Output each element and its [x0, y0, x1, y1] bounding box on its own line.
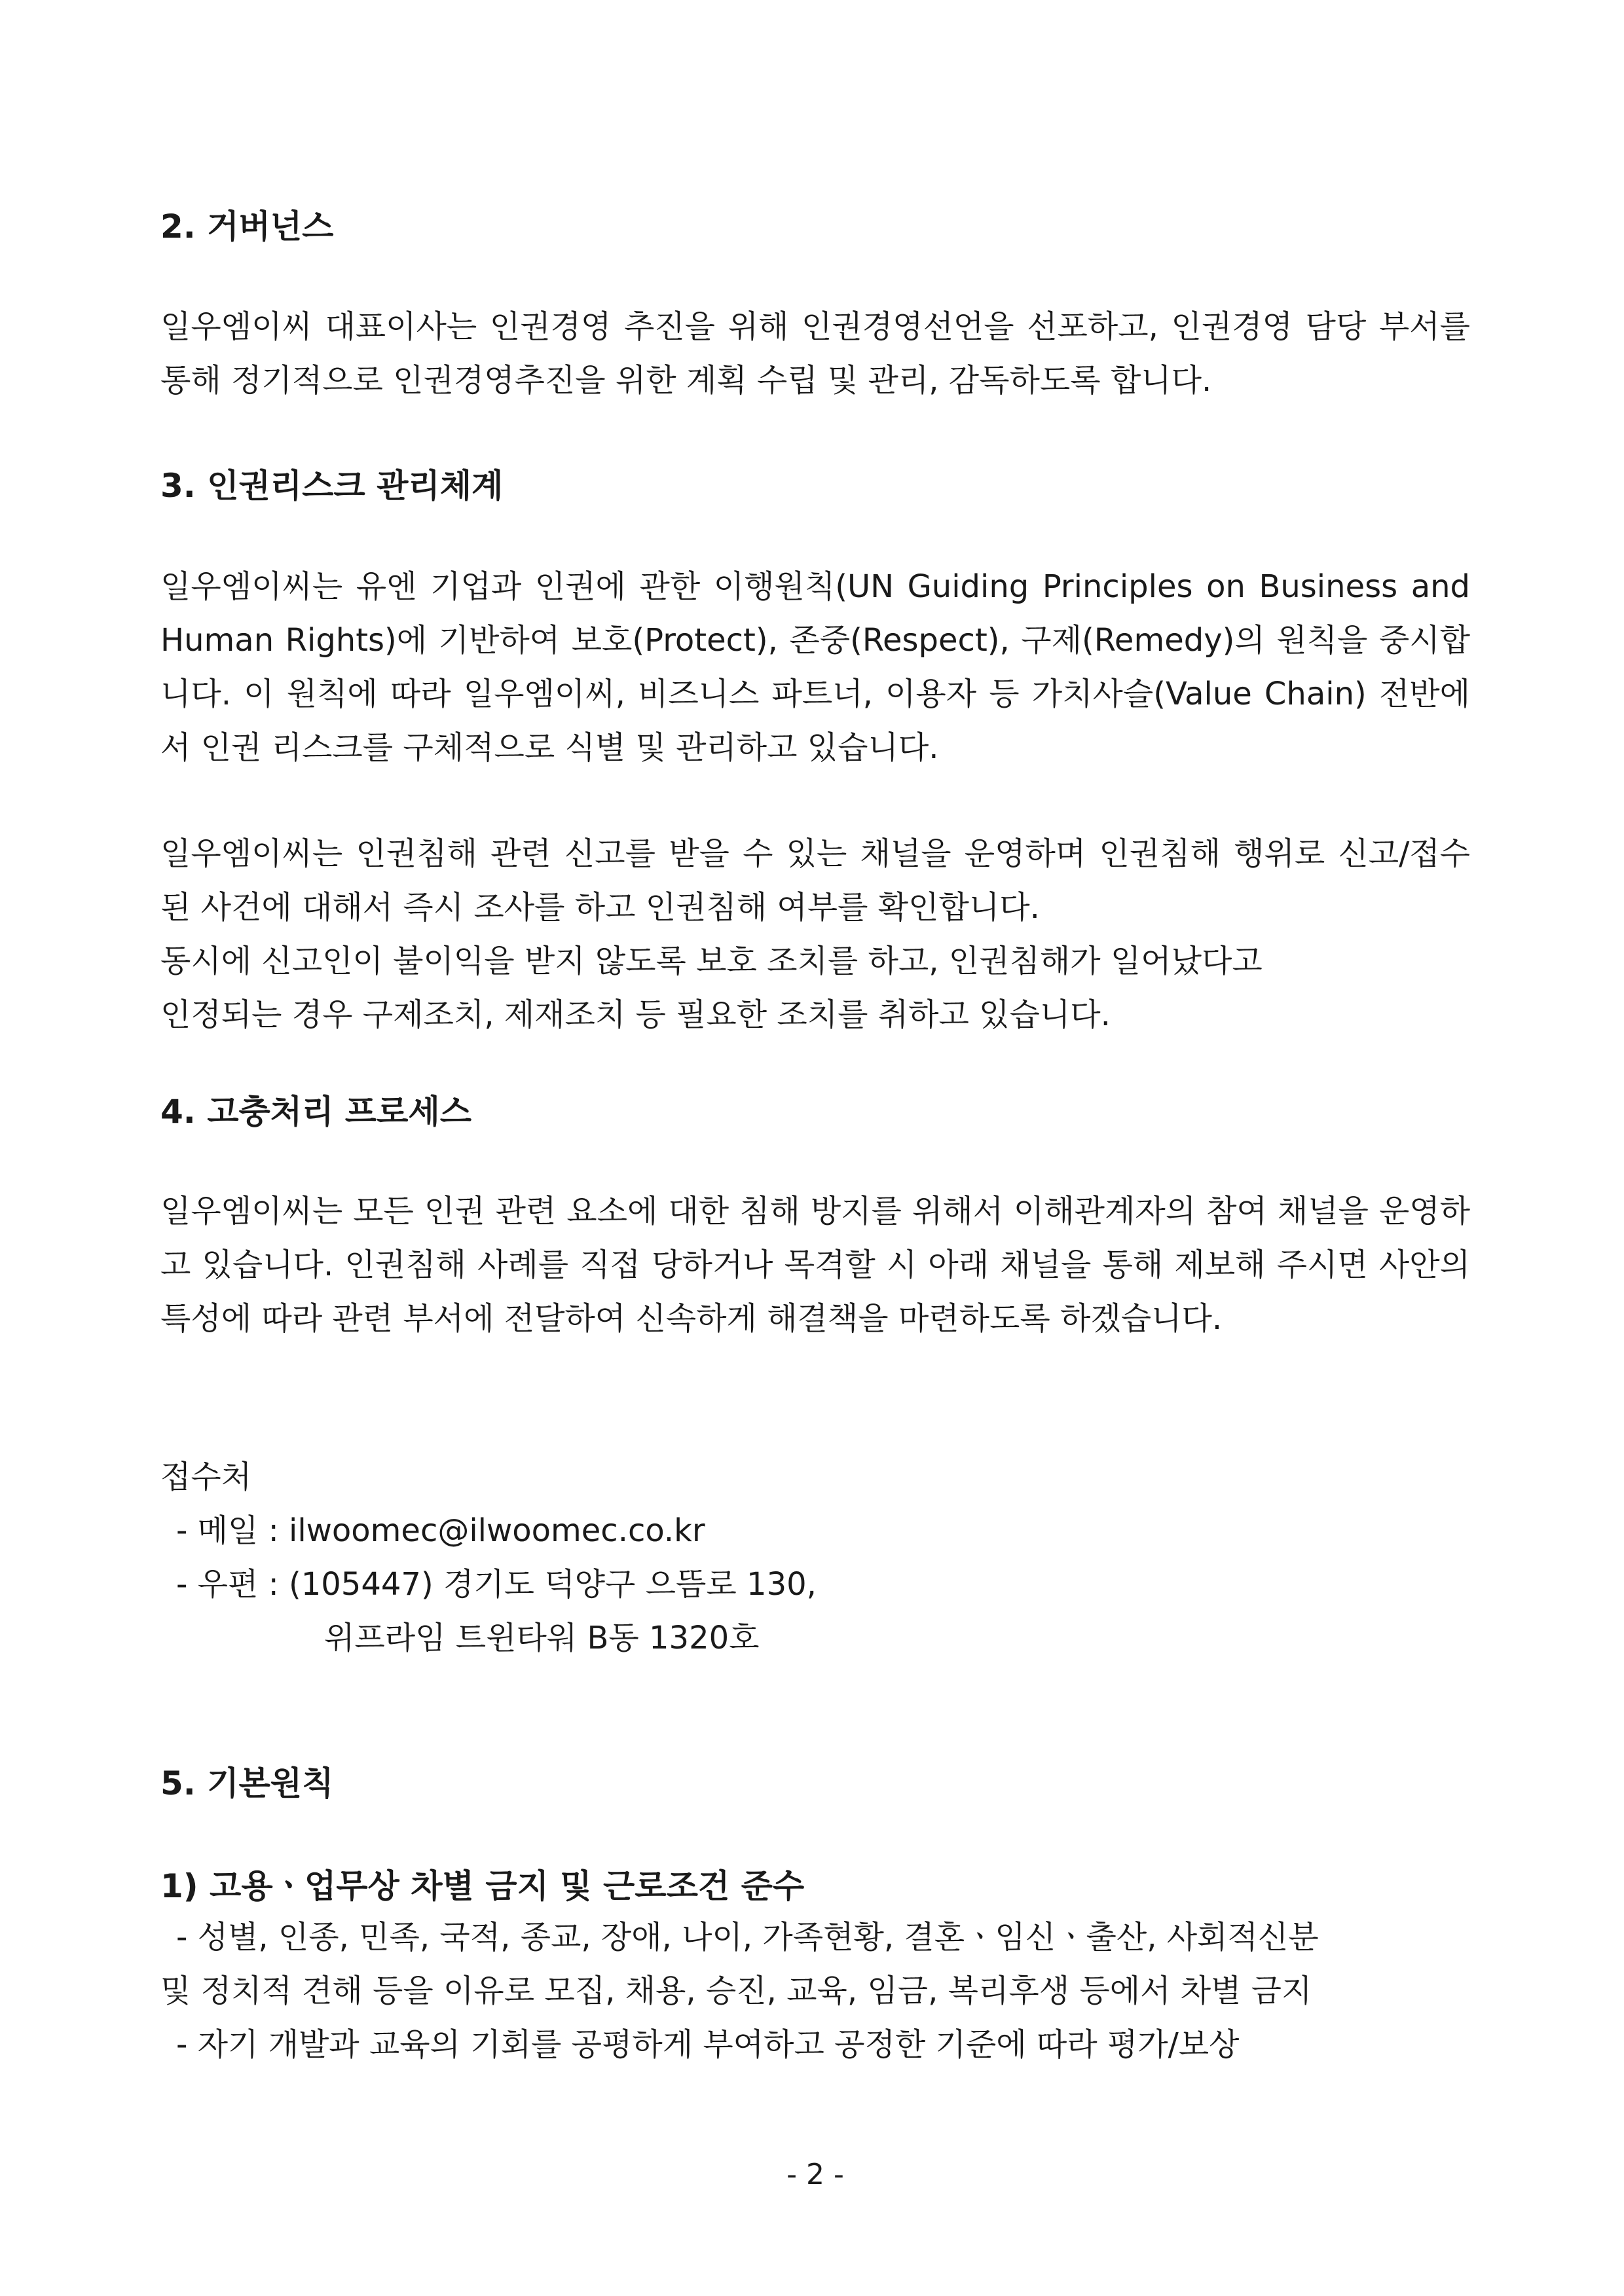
section-title-grievance: 4. 고충처리 프로세스	[160, 1093, 471, 1131]
contact-mail: - 메일 : ilwoomec@ilwoomec.co.kr	[176, 1512, 705, 1549]
principle-item-1-line-2: 및 정치적 견해 등을 이유로 모집, 채용, 승진, 교육, 임금, 복리후생 등에서 차별 금지	[160, 1973, 1312, 2009]
page-number: - 2 -	[786, 2158, 844, 2191]
principle-item-2: - 자기 개발과 교육의 기회를 공평하게 부여하고 공정한 기준에 따라 평가/보상	[176, 2026, 1240, 2063]
principle-item-1-line-1: - 성별, 인종, 민족, 국적, 종교, 장애, 나이, 가족현황, 결혼ㆍ임신ㆍ출산, 사회적신분	[176, 1919, 1319, 1956]
section-title-risk: 3. 인권리스크 관리체계	[160, 467, 504, 505]
risk-paragraph-1: 일우엠이씨는 유엔 기업과 인권에 관한 이행원칙(UN Guiding Principles on Business and Human Rights)에 기반하여 보호(Protect), 존중(Respect), 구제(Remedy)의 원칙을 중시합니다. 이 원칙에 따라 일우엠이씨, 비즈니스 파트너, 이용자 등 가치사슬(Value Chain) 전반에서 인권 리스크를 구체적으로 식별 및 관리하고 있습니다.	[160, 568, 1470, 766]
section-title-governance: 2. 거버넌스	[160, 208, 334, 246]
contact-title: 접수처	[160, 1459, 252, 1495]
section-title-principles: 5. 기본원칙	[160, 1764, 334, 1802]
governance-body: 일우엠이씨 대표이사는 인권경영 추진을 위해 인권경영선언을 선포하고, 인권경영 담당 부서를 통해 정기적으로 인권경영추진을 위한 계획 수립 및 관리, 감독하도록 합니다.	[160, 308, 1470, 399]
risk-paragraph-2: 일우엠이씨는 인권침해 관련 신고를 받을 수 있는 채널을 운영하며 인권침해 행위로 신고/접수 된 사건에 대해서 즉시 조사를 하고 인권침해 여부를 확인합니다.	[160, 835, 1470, 926]
document-page	[160, 0, 1470, 2296]
contact-post-line-2: 위프라임 트윈타워 B동 1320호	[324, 1620, 760, 1656]
risk-paragraph-2-line-4: 인정되는 경우 구제조치, 제재조치 등 필요한 조치를 취하고 있습니다.	[160, 996, 1111, 1033]
risk-paragraph-2-line-3: 동시에 신고인이 불이익을 받지 않도록 보호 조치를 하고, 인권침해가 일어났다고	[160, 943, 1263, 979]
subsection-title-1: 1) 고용ㆍ업무상 차별 금지 및 근로조건 준수	[160, 1867, 805, 1905]
grievance-body: 일우엠이씨는 모든 인권 관련 요소에 대한 침해 방지를 위해서 이해관계자의 참여 채널을 운영하고 있습니다. 인권침해 사례를 직접 당하거나 목격할 시 아래 채널을 통해 제보해 주시면 사안의 특성에 따라 관련 부서에 전달하여 신속하게 해결책을 마련하도록 하겠습니다.	[160, 1193, 1470, 1337]
contact-post: - 우편 : (105447) 경기도 덕양구 으뜸로 130,	[176, 1566, 817, 1603]
